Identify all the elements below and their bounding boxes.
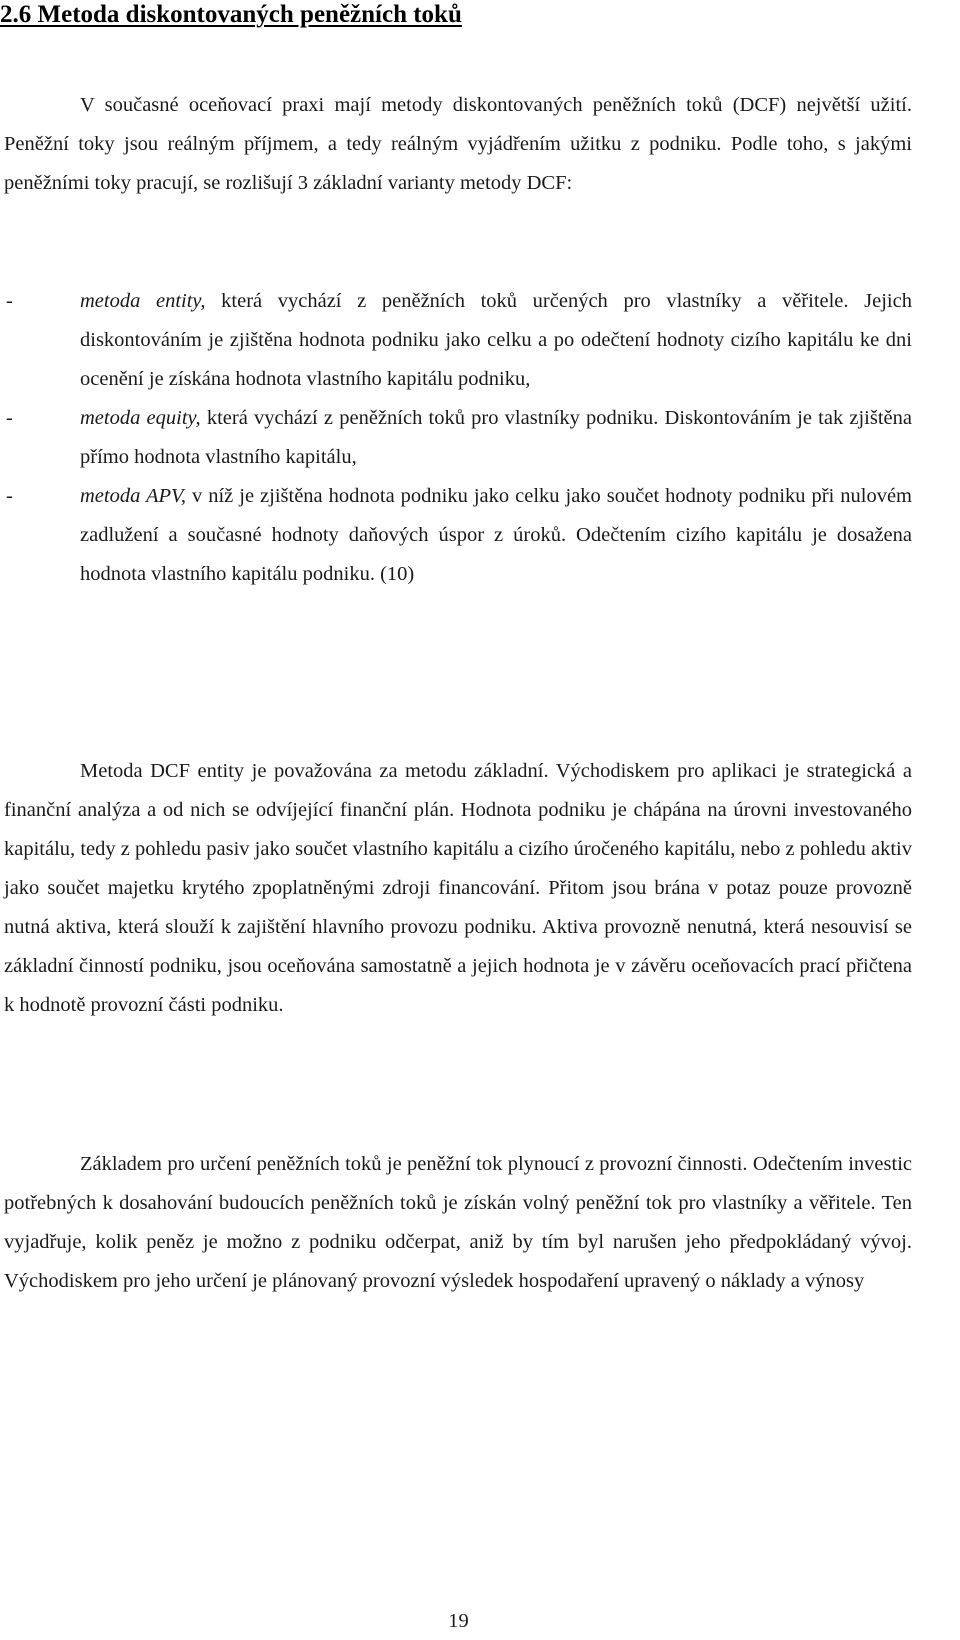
list-bullet: -: [6, 485, 13, 507]
body-paragraph-cash-flows: Základem pro určení peněžních toků je peněžní tok plynoucí z provozní činnosti. Odečtením investic potřebných k dosahování budoucích peněžních toků je získán volný peněžní tok pro vlastníky a věřitele. Ten vyjadřuje, kolik peněz je možno z podniku odčerpat, aniž by tím byl narušen jeho předpokládaný vývoj. Východiskem pro jeho určení je plánovaný provozní výsledek hospodaření upravený o náklady a výnosy: [4, 1153, 912, 1292]
method-name: metoda APV,: [80, 485, 187, 507]
dcf-method-list: [4, 282, 912, 594]
method-description: která vychází z peněžních toků určených pro vlastníky a věřitele. Jejich diskontováním je zjištěna hodnota podniku jako celku a po odečtení hodnoty cizího kapitálu ke dni ocenění je získána hodnota vlastního kapitálu podniku,: [80, 290, 912, 390]
list-item: [4, 399, 912, 477]
intro-paragraph: V současné oceňovací praxi mají metody diskontovaných peněžních toků (DCF) největší užití. Peněžní toky jsou reálným příjmem, a tedy reálným vyjádřením užitku z podniku. Podle toho, s jakými peněžními toky pracují, se rozlišují 3 základní varianty metody DCF:: [4, 94, 912, 194]
method-description: která vychází z peněžních toků pro vlastníky podniku. Diskontováním je tak zjištěna přímo hodnota vlastního kapitálu,: [80, 407, 912, 468]
section-heading: 2.6 Metoda diskontovaných peněžních toků: [0, 1, 462, 28]
list-bullet: -: [6, 290, 13, 312]
body-paragraph-dcf-entity: Metoda DCF entity je považována za metodu základní. Východiskem pro aplikaci je strategická a finanční analýza a od nich se odvíjející finanční plán. Hodnota podniku je chápána na úrovni investovaného kapitálu, tedy z pohledu pasiv jako součet vlastního kapitálu a cizího úročeného kapitálu, nebo z pohledu aktiv jako součet majetku krytého zpoplatněnými zdroji financování. Přitom jsou brána v potaz pouze provozně nutná aktiva, která slouží k zajištění hlavního provozu podniku. Aktiva provozně nenutná, která nesouvisí se základní činností podniku, jsou oceňována samostatně a jejich hodnota je v závěru oceňovacích prací přičtena k hodnotě provozní části podniku.: [4, 760, 912, 1016]
page-number: 19: [448, 1610, 469, 1632]
method-name: metoda entity,: [80, 290, 206, 312]
method-name: metoda equity,: [80, 407, 201, 429]
list-bullet: -: [6, 407, 13, 429]
list-item: [4, 477, 912, 594]
method-description: v níž je zjištěna hodnota podniku jako celku jako součet hodnoty podniku při nulovém zadlužení a současné hodnoty daňových úspor z úroků. Odečtením cizího kapitálu je dosažena hodnota vlastního kapitálu podniku. (10): [80, 485, 912, 585]
list-item: [4, 282, 912, 399]
